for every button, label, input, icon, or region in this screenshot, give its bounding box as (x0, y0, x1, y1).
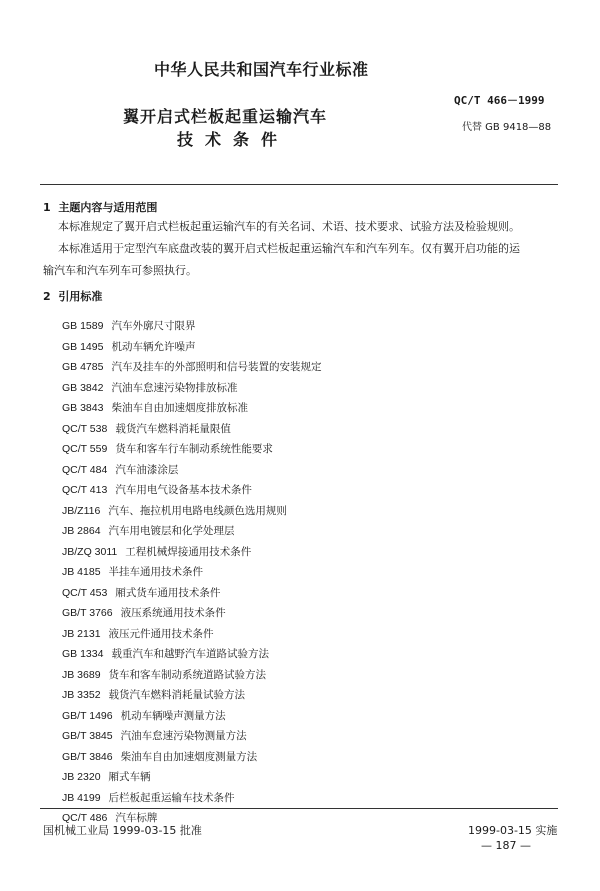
reference-item (62, 562, 321, 583)
paragraph: 本标准适用于定型汽车底盘改装的翼开启式栏板起重运输汽车和汽车列车。仅有翼开启功能的运 (58, 242, 520, 255)
reference-code: JB 4199 (62, 791, 101, 804)
section-number: 1 (43, 201, 51, 214)
reference-item (62, 726, 321, 747)
reference-title: 汽油车怠速污染物测量方法 (120, 730, 247, 742)
reference-code: GB 3843 (62, 402, 104, 414)
reference-code: JB 4185 (62, 566, 101, 578)
reference-title: 汽车油漆涂层 (115, 463, 179, 476)
section-title: 主题内容与适用范围 (58, 201, 158, 214)
section-heading (43, 288, 102, 304)
reference-title: 机动车辆噪声测量方法 (120, 709, 226, 722)
reference-item (62, 624, 321, 645)
reference-item (62, 480, 321, 501)
reference-code: GB 1334 (62, 648, 104, 660)
reference-title: 货车和客车行车制动系统性能要求 (115, 443, 273, 455)
document-title-line2: 技术条件 (177, 130, 290, 149)
standard-code: QC/T 466－1999 (454, 94, 545, 107)
page-number: — 187 — (481, 839, 531, 852)
reference-title: 汽车标牌 (115, 812, 158, 824)
reference-item (62, 357, 321, 378)
effective-date: 1999-03-15 实施 (468, 824, 558, 837)
replaces-standard: 代替 GB 9418—88 (462, 122, 552, 133)
reference-item (62, 316, 321, 337)
reference-item (62, 747, 321, 768)
reference-title: 机动车辆允许噪声 (111, 340, 196, 353)
reference-code: GB/T 3845 (62, 730, 113, 742)
reference-code: QC/T 486 (62, 812, 108, 824)
reference-item (62, 788, 321, 809)
reference-code: GB/T 3846 (62, 750, 113, 763)
reference-code: GB/T 1496 (62, 709, 113, 722)
reference-title: 汽车外廓尺寸限界 (111, 320, 196, 332)
reference-item (62, 665, 321, 686)
reference-item (62, 583, 321, 604)
reference-code: GB 3842 (62, 381, 104, 394)
reference-item (62, 685, 321, 706)
issuing-authority: 中华人民共和国汽车行业标准 (154, 60, 369, 79)
reference-title: 汽车及挂车的外部照明和信号装置的安装规定 (111, 361, 322, 373)
paragraph: 本标准规定了翼开启式栏板起重运输汽车的有关名词、术语、技术要求、试验方法及检验规则。 (58, 220, 520, 233)
reference-code: JB 2131 (62, 627, 101, 640)
header-divider (40, 184, 558, 185)
reference-title: 汽车用电镀层和化学处理层 (108, 525, 235, 537)
reference-title: 汽车、拖拉机用电路电线颜色选用规则 (108, 504, 287, 517)
reference-item (62, 439, 321, 460)
footer-divider (40, 808, 558, 809)
document-title-line1: 翼开启式栏板起重运输汽车 (123, 107, 328, 126)
reference-code: QC/T 538 (62, 422, 108, 435)
reference-title: 载货汽车燃料消耗量限值 (115, 422, 231, 435)
reference-title: 厢式货车通用技术条件 (115, 586, 221, 599)
reference-title: 后栏板起重运输车技术条件 (108, 791, 235, 804)
reference-code: QC/T 413 (62, 484, 108, 496)
reference-item (62, 542, 321, 563)
paragraph-continuation: 输汽车和汽车列车可参照执行。 (43, 264, 197, 277)
section-title: 引用标准 (58, 290, 103, 303)
reference-title: 汽车用电气设备基本技术条件 (115, 484, 252, 496)
reference-title: 柴油车自由加速烟度排放标准 (111, 402, 248, 414)
reference-code: QC/T 453 (62, 586, 108, 599)
reference-title: 液压系统通用技术条件 (120, 607, 226, 619)
reference-code: JB 2320 (62, 771, 101, 783)
reference-item (62, 644, 321, 665)
reference-code: QC/T 484 (62, 463, 108, 476)
reference-title: 工程机械焊接通用技术条件 (125, 545, 252, 558)
reference-code: GB 1495 (62, 340, 104, 353)
reference-code: JB 3689 (62, 668, 101, 681)
reference-code: GB/T 3766 (62, 607, 113, 619)
reference-item (62, 337, 321, 358)
reference-item (62, 398, 321, 419)
reference-code: JB/ZQ 3011 (62, 545, 118, 558)
reference-title: 汽油车怠速污染物排放标准 (111, 381, 238, 394)
reference-list (62, 316, 321, 829)
reference-item (62, 603, 321, 624)
reference-code: GB 4785 (62, 361, 104, 373)
reference-item (62, 501, 321, 522)
reference-item (62, 419, 321, 440)
reference-title: 载货汽车燃料消耗量试验方法 (108, 689, 246, 701)
reference-code: JB 3352 (62, 689, 101, 701)
reference-code: JB/Z116 (62, 504, 101, 517)
reference-title: 厢式车辆 (108, 771, 151, 783)
reference-code: JB 2864 (62, 525, 101, 537)
approval-date: 国机械工业局 1999-03-15 批准 (43, 824, 202, 837)
reference-title: 柴油车自由加速烟度测量方法 (120, 750, 258, 763)
reference-code: GB 1589 (62, 320, 104, 332)
reference-title: 载重汽车和越野汽车道路试验方法 (111, 648, 269, 660)
reference-item (62, 767, 321, 788)
reference-title: 半挂车通用技术条件 (108, 566, 204, 578)
section-heading (43, 199, 157, 215)
reference-item (62, 706, 321, 727)
reference-item (62, 378, 321, 399)
reference-item (62, 460, 321, 481)
reference-code: QC/T 559 (62, 443, 108, 455)
section-number: 2 (43, 290, 51, 303)
reference-title: 货车和客车制动系统道路试验方法 (108, 668, 267, 681)
reference-title: 液压元件通用技术条件 (108, 627, 214, 640)
reference-item (62, 521, 321, 542)
